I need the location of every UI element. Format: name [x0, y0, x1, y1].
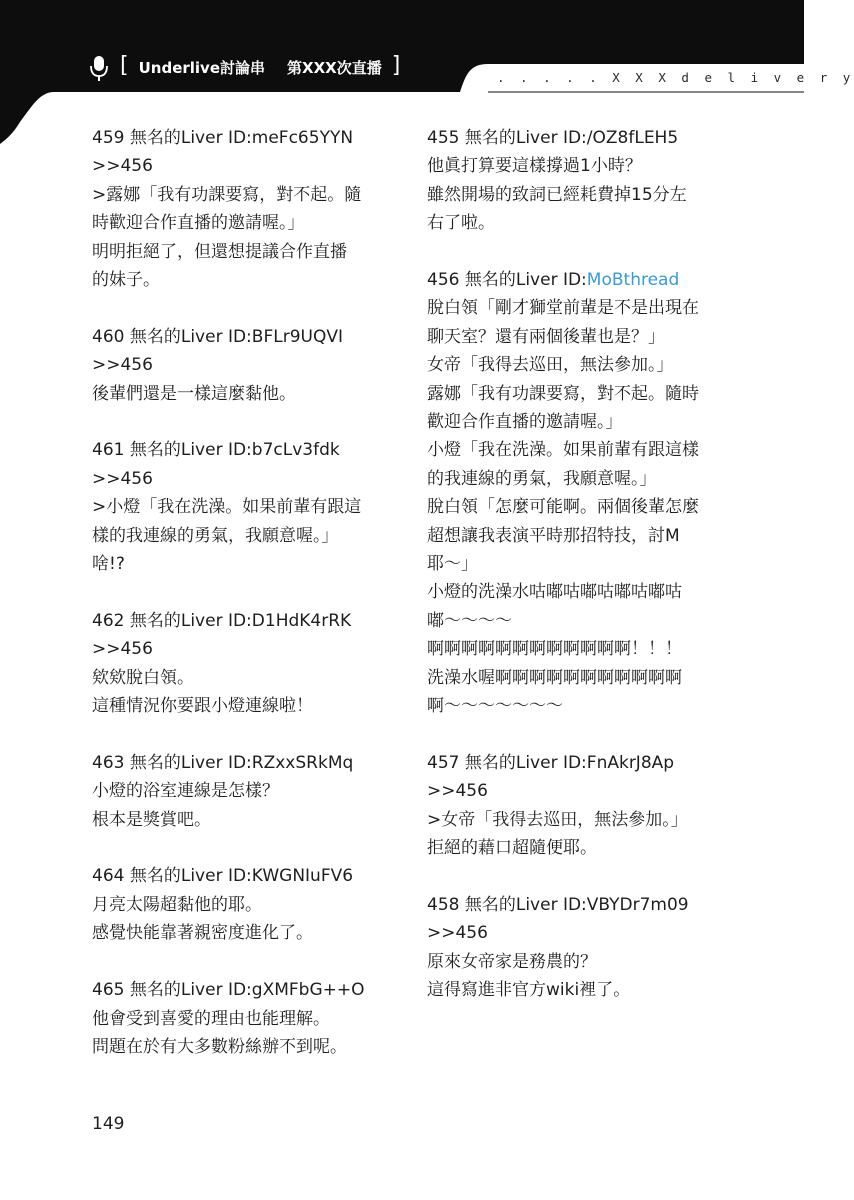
post-line: 後輩們還是一樣這麼黏他。 — [92, 383, 296, 404]
post-line: 的我連線的勇氣，我願意喔。」 — [427, 468, 657, 489]
post-line: 啊～～～～～～～ — [427, 696, 563, 717]
post-line: 月亮太陽超黏他的耶。 — [92, 894, 262, 915]
post — [92, 862, 392, 947]
post-header: 457 無名的Liver ID:FnAkrJ8Ap — [427, 752, 675, 773]
post-line: 右了啦。 — [427, 213, 495, 234]
post-header: 464 無名的Liver ID:KWGNIuFV6 — [92, 866, 354, 887]
post-line: 嘟～～～～ — [427, 610, 512, 631]
post-line: 女帝「我得去巡田，無法參加。」 — [427, 355, 674, 376]
post-line: >女帝「我得去巡田，無法參加。」 — [427, 809, 688, 830]
poster-id-highlight: MoBthread — [586, 270, 680, 291]
post-line: >>456 — [92, 468, 153, 489]
post-header: 461 無名的Liver ID:b7cLv3fdk — [92, 440, 340, 461]
post-line: 的妹子。 — [92, 270, 160, 291]
post — [427, 124, 727, 238]
post-line: 樣的我連線的勇氣，我願意喔。」 — [92, 525, 339, 546]
post-line: 拒絕的藉口超隨便耶。 — [427, 838, 597, 859]
stream-number: 第XXX次直播 — [287, 58, 382, 77]
post-line: 歡迎合作直播的邀請喔。」 — [427, 412, 623, 433]
post-header: 458 無名的Liver ID:VBYDr7m09 — [427, 894, 689, 915]
post-line: 啊啊啊啊啊啊啊啊啊啊啊啊！！！ — [427, 639, 682, 660]
post-line: 小燈的浴室連線是怎樣？ — [92, 781, 279, 802]
post-header-prefix: 456 無名的Liver ID: — [427, 270, 587, 291]
post-line: >>456 — [92, 639, 153, 660]
post-header: 460 無名的Liver ID:BFLr9UQVI — [92, 326, 343, 347]
header-tagline: . . . . . X X X d e l i v e r y — [497, 70, 854, 85]
post-line: >露娜「我有功課要寫，對不起。隨 — [92, 184, 362, 205]
post — [427, 891, 727, 1005]
post-line: 時歡迎合作直播的邀請喔。」 — [92, 213, 305, 234]
page-number: 149 — [92, 1114, 125, 1134]
bracket-open: [ — [120, 53, 129, 78]
header-title — [120, 52, 400, 82]
thread-title: Underlive討論串 — [138, 58, 265, 77]
post-line: 根本是獎賞吧。 — [92, 809, 211, 830]
post — [92, 749, 392, 834]
post-line: 耶～」 — [427, 554, 478, 575]
post-line: >>456 — [92, 156, 153, 177]
post-line: 脫白領「剛才獅堂前輩是不是出現在 — [427, 298, 699, 319]
post-line: 原來女帝家是務農的？ — [427, 951, 597, 972]
post-line: 小燈的洗澡水咕嘟咕嘟咕嘟咕嘟咕 — [427, 582, 682, 603]
post-line: 小燈「我在洗澡。如果前輩有跟這樣 — [427, 440, 699, 461]
post-line: 感覺快能靠著親密度進化了。 — [92, 923, 313, 944]
right-column — [427, 124, 727, 1033]
post-line: 他眞打算要這樣撐過1小時？ — [427, 156, 642, 177]
post-header — [427, 266, 727, 294]
post-line: 明明拒絕了，但還想提議合作直播 — [92, 241, 347, 262]
post-line: 這得寫進非官方wiki裡了。 — [427, 980, 631, 1001]
post-line: 聊天室？還有兩個後輩也是？」 — [427, 326, 665, 347]
post — [92, 124, 392, 294]
post-line: 這種情況你要跟小燈連線啦！ — [92, 696, 313, 717]
post-header: 463 無名的Liver ID:RZxxSRkMq — [92, 752, 354, 773]
post-line: 超想讓我表演平時那招特技，討M — [427, 525, 680, 546]
post-line: >>456 — [427, 923, 488, 944]
bracket-close: ] — [391, 53, 401, 78]
post-line: 欸欸脫白領。 — [92, 667, 194, 688]
post — [427, 749, 727, 863]
post — [427, 266, 727, 721]
post — [92, 607, 392, 721]
post-header: 459 無名的Liver ID:meFc65YYN — [92, 128, 354, 148]
post — [92, 436, 392, 578]
post-line: 露娜「我有功課要寫，對不起。隨時 — [427, 383, 699, 404]
post-header: 455 無名的Liver ID:/OZ8fLEH5 — [427, 128, 679, 148]
post-line: 雖然開場的致詞已經耗費掉15分左 — [427, 184, 687, 205]
post-line: 問題在於有大多數粉絲辦不到呢。 — [92, 1036, 347, 1057]
post — [92, 976, 392, 1061]
post — [92, 323, 392, 408]
post-line: 脫白領「怎麼可能啊。兩個後輩怎麼 — [427, 497, 699, 518]
left-column — [92, 124, 392, 1090]
post-line: 他會受到喜愛的理由也能理解。 — [92, 1008, 330, 1029]
post-line: 洗澡水喔啊啊啊啊啊啊啊啊啊啊啊 — [427, 667, 682, 688]
post-line: >>456 — [427, 781, 488, 802]
post-line: >>456 — [92, 355, 153, 376]
post-line: >小燈「我在洗澡。如果前輩有跟這 — [92, 497, 362, 518]
post-line: 啥!? — [92, 554, 125, 575]
post-header: 462 無名的Liver ID:D1HdK4rRK — [92, 610, 352, 631]
post-header: 465 無名的Liver ID:gXMFbG++O — [92, 980, 365, 1001]
